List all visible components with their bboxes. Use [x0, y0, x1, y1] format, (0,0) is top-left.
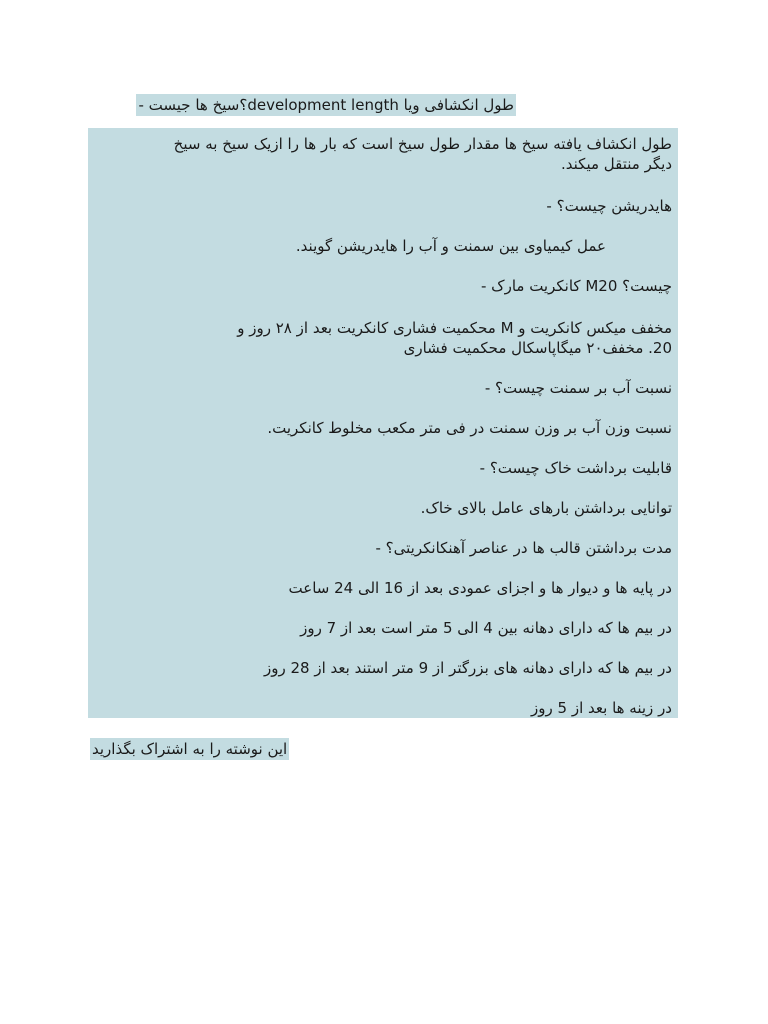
answer-line: 20. مخفف۲۰ میگاپاسکال محکمیت فشاری	[403, 339, 672, 357]
question-heading: مدت برداشتن قالب ها در عناصر آهنکانکریتی؟ -	[375, 539, 672, 557]
paragraph-line: طول انکشاف یافته سیخ ها مقدار طول سیخ است که بار ها را ازیک سیخ به سیخ	[173, 135, 672, 153]
content-block	[88, 128, 678, 718]
question-heading: هایدریشن چیست؟ -	[546, 197, 672, 215]
answer-line: در پایه ها و دیوار ها و اجزای عمودی بعد از 16 الی 24 ساعت	[288, 579, 672, 597]
answer-line: عمل کیمیاوی بین سمنت و آب را هایدریشن گویند.	[295, 237, 606, 255]
answer-line: توانایی برداشتن بارهای عامل بالای خاک.	[420, 499, 672, 517]
answer-line: در زینه ها بعد از 5 روز	[531, 699, 672, 717]
answer-line: مخفف میکس کانکریت و M محکمیت فشاری کانکریت بعد از ۲۸ روز و	[237, 319, 672, 337]
paragraph-line: دیگر منتقل میکند.	[561, 155, 672, 173]
question-heading: چیست؟ M20 کانکریت مارک -	[480, 277, 672, 295]
answer-line: در بیم ها که دارای دهانه بین 4 الی 5 متر است بعد از 7 روز	[300, 619, 672, 637]
question-heading: قابلیت برداشت خاک چیست؟ -	[479, 459, 672, 477]
page-title: طول انکشافی ویا development length؟سیخ ها جیست -	[138, 96, 514, 114]
answer-line: نسبت وزن آب بر وزن سمنت در فی متر مکعب مخلوط کانکریت.	[267, 419, 672, 437]
answer-line: در بیم ها که دارای دهانه های بزرگتر از 9 متر استند بعد از 28 روز	[263, 659, 672, 677]
share-link[interactable]: این نوشته را به اشتراک بگذارید	[92, 740, 288, 758]
question-heading: نسبت آب بر سمنت چیست؟ -	[484, 379, 672, 397]
